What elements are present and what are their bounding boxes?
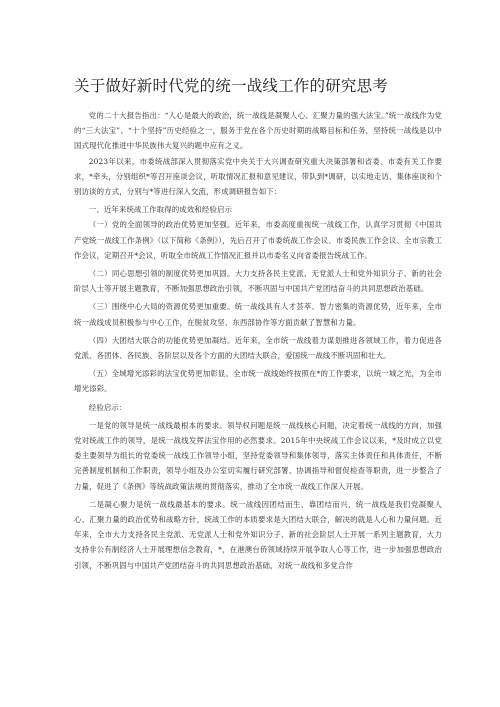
paragraph-lesson-1: 一是党的领导是统一战线最根本的要求。领导权问题是统一战线核心问题，决定着统一战线的方向，加强党对统战工作的领导，是统一战线发挥法宝作用的必然要求。2015年中央统战工作会议以来，*及时成立以党委主要领导为组长的党委统一战线工作领导小组，坚持党委领导和集体领导，落实主体责任和具体责任，不断完善制度机制和工作职责，领导小组及办公室切实履行研究部署、协调指导和督促检查等职责，进一步整合了力量，促进了《条例》等统战政策法规的贯彻落实，推动了全市统一战线工作深入开展。 — [74, 420, 442, 491]
paragraph-point-5: （五）全域增光添彩的法宝优势更加彰显。全市统一战线始终按照在*的工作要求，以统一城之光，为全市增光添彩。 — [74, 369, 442, 394]
paragraph-point-4: （四）大团结大联合的功能优势更加凝结。近年来，全市统一战线着力谋划推进各领域工作，着力促进各党派、各团体、各民族、各阶层以及各个方面的大团结大联合，爱国统一战线不断巩固和壮大。 — [74, 335, 442, 361]
document-body — [74, 108, 442, 573]
section-heading-lessons: 经验启示： — [88, 402, 127, 412]
document-title: 关于做好新时代党的统一战线工作的研究思考 — [74, 77, 389, 95]
paragraph-point-1: （一）党的全面领导的政治优势更加坚强。近年来，市委高度重视统一战线工作，认真学习贯彻《中国共产党统一战线工作条例》（以下简称《条例》），先后召开了市委统战工作会议、市委民族工作会议、全市宗教工作会议，定期召开*会议，听取全市统战工作情况汇报并以市委名义向省委报告统战工作。 — [74, 220, 442, 260]
paragraph-research-background: 2023年以来，市委统战部深入贯彻落实党中央关于大兴调查研究重大决策部署和省委、市委有关工作要求，*牵头，分别组织*等召开座谈会议，听取情况汇报和意见建议，带队到*调研，以实地走访、集体座谈和个别访谈的方式，分别与*等进行深入交流，形成调研报告如下： — [74, 156, 442, 197]
paragraph-intro: 党的二十大报告指出：“人心是最大的政治，统一战线是凝聚人心、汇聚力量的强大法宝。”统一战线作为党的“三大法宝”、“十个坚持”历史经验之一，服务于党在各个历史时期的战略目标和任务，坚持统一战线是以中国式现代化推进中华民族伟大复兴的题中应有之义。 — [74, 111, 442, 151]
paragraph-lesson-2: 二是凝心聚力是统一战线最基本的要求。统一战线因团结而生、靠团结而兴，统一战线是我们党凝聚人心、汇聚力量的政治优势和战略方针，统战工作的本质要求是大团结大联合，解决的就是人心和力量问题。近年来，全市大力支持各民主党派、无党派人士和党外知识分子、新的社会阶层人士开展一系列主题教育，大力支持非公有制经济人士开展理想信念教育，*，在港澳台侨领域持续开展争取人心等工作，进一步加强思想政治引领，不断巩固与中国共产党团结奋斗的共同思想政治基础，对统一战线和多党合作 — [74, 499, 442, 570]
paragraph-point-2: （二）同心思想引领的制度优势更加巩固。大力支持各民主党派、无党派人士和党外知识分子、新的社会阶层人士等开展主题教育，不断加强思想政治引领，不断巩固与中国共产党团结奋斗的共同思想政治基础。 — [74, 269, 442, 294]
paragraph-point-3: （三）围绕中心大局的资源优势更加重要。统一战线具有人才荟萃、智力密集的资源优势，近年来，全市统一战线成员积极参与中心工作，在脱贫攻坚、东西部协作等方面贡献了智慧和力量。 — [74, 302, 442, 327]
section-heading-achievements: 一、近年来统战工作取得的成效和经验启示 — [88, 205, 233, 215]
